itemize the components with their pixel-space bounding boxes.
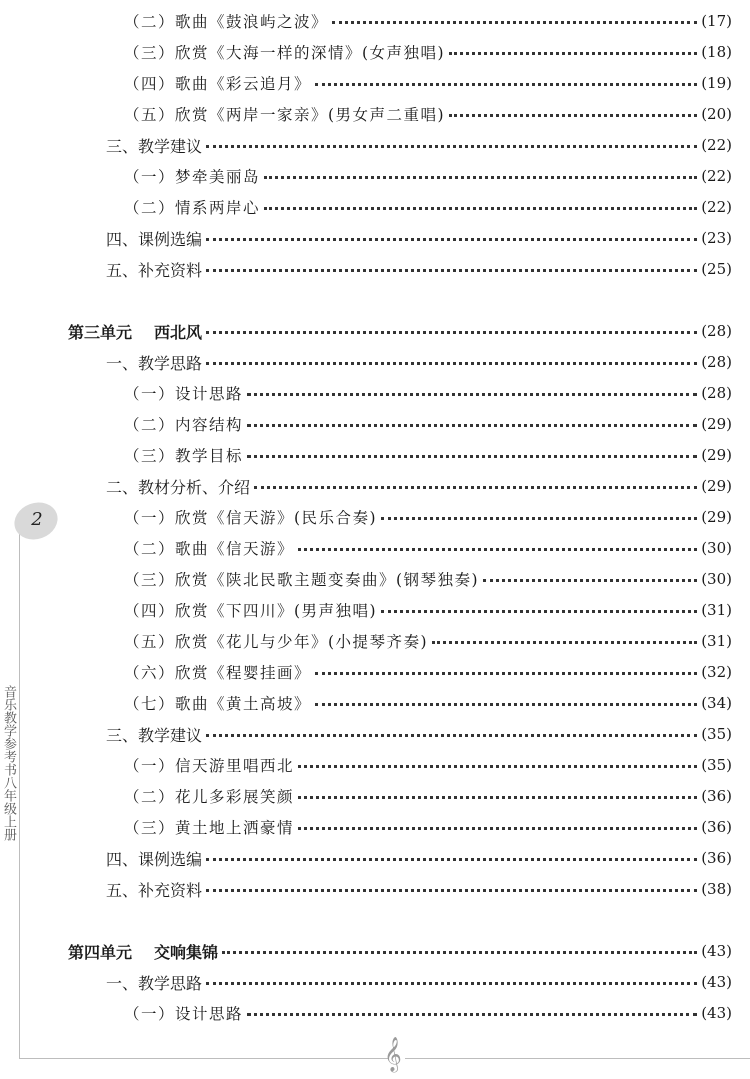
dot-leader (206, 331, 697, 334)
toc-page-number: (19) (701, 74, 732, 92)
toc-entry-title: （一）信天游里唱西北 (124, 757, 295, 775)
toc-entry-title: （三）黄土地上洒豪情 (124, 819, 295, 837)
dot-leader (222, 951, 697, 954)
toc-entry (106, 349, 732, 375)
dot-leader (381, 517, 697, 520)
dot-leader (206, 734, 697, 737)
toc-entry-title: 一、教学思路 (106, 353, 203, 373)
toc-entry-title: 一、教学思路 (106, 973, 203, 993)
toc-entry-title: 五、补充资料 (106, 880, 203, 900)
toc-unit-heading (68, 318, 732, 344)
dot-leader (315, 83, 697, 86)
toc-page-number: (36) (701, 818, 732, 836)
dot-leader (206, 982, 697, 985)
toc-entry (124, 814, 732, 840)
toc-entry-title: （二）花儿多彩展笑颜 (124, 788, 295, 806)
toc-page-number: (35) (701, 725, 732, 743)
toc-page-number: (35) (701, 756, 732, 774)
toc-entry (124, 1000, 732, 1026)
toc-page-number: (43) (701, 1004, 732, 1022)
dot-leader (432, 641, 697, 644)
toc-entry-title: （一）欣赏《信天游》(民乐合奏) (124, 509, 378, 527)
dot-leader (247, 424, 697, 427)
toc-entry (124, 783, 732, 809)
toc-page-number: (22) (701, 136, 732, 154)
toc-page-number: (17) (701, 12, 732, 30)
toc-page-number: (28) (701, 353, 732, 371)
dot-leader (254, 486, 697, 489)
dot-leader (449, 114, 697, 117)
toc-entry (124, 504, 732, 530)
toc-page-number: (43) (701, 942, 732, 960)
toc-entry-title: 四、课例选编 (106, 849, 203, 869)
toc-entry (124, 194, 732, 220)
toc-entry-title: （一）设计思路 (124, 385, 244, 403)
toc-entry (124, 628, 732, 654)
dot-leader (298, 765, 697, 768)
toc-entry (124, 690, 732, 716)
toc-entry-title: （一）设计思路 (124, 1005, 244, 1023)
toc-page-number: (32) (701, 663, 732, 681)
toc-entry-title: （二）歌曲《鼓浪屿之波》 (124, 13, 329, 31)
frame-line-bottom-right (405, 1058, 750, 1059)
toc-entry (124, 39, 732, 65)
dot-leader (206, 889, 697, 892)
toc-entry-title: 三、教学建议 (106, 136, 203, 156)
toc-entry-title: （一）梦牵美丽岛 (124, 168, 261, 186)
toc-page-number: (36) (701, 849, 732, 867)
toc-entry-title: （四）欣赏《下四川》(男声独唱) (124, 602, 378, 620)
toc-page-number: (38) (701, 880, 732, 898)
dot-leader (315, 672, 697, 675)
toc-page-number: (29) (701, 508, 732, 526)
toc-page-number: (29) (701, 446, 732, 464)
toc-entry (106, 132, 732, 158)
toc-page-number: (23) (701, 229, 732, 247)
treble-clef-icon: 𝄞 (384, 1037, 402, 1072)
toc-entry-title: 五、补充资料 (106, 260, 203, 280)
dot-leader (298, 548, 697, 551)
dot-leader (332, 21, 697, 24)
toc-page-number: (30) (701, 539, 732, 557)
dot-leader (264, 176, 697, 179)
toc-entry (124, 70, 732, 96)
toc-entry (106, 256, 732, 282)
toc-entry-title: （二）内容结构 (124, 416, 244, 434)
toc-entry (106, 969, 732, 995)
toc-entry (124, 163, 732, 189)
toc-entry-title: （三）欣赏《陕北民歌主题变奏曲》(钢琴独奏) (124, 571, 480, 589)
toc-entry-title: （六）欣赏《程婴挂画》 (124, 664, 312, 682)
toc-entry-title: 三、教学建议 (106, 725, 203, 745)
toc-entry (124, 442, 732, 468)
dot-leader (264, 207, 697, 210)
dot-leader (206, 145, 697, 148)
side-book-title: 音乐教学参考书八年级上册 (1, 685, 16, 841)
dot-leader (381, 610, 697, 613)
toc-entry (124, 752, 732, 778)
page-number: 2 (31, 509, 43, 530)
toc-entry-title: 第三单元 (68, 322, 133, 342)
toc-page-number: (34) (701, 694, 732, 712)
toc-entry (106, 473, 732, 499)
toc-page-number: (36) (701, 787, 732, 805)
toc-entry-title: （五）欣赏《两岸一家亲》(男女声二重唱) (124, 106, 446, 124)
toc-entry (124, 411, 732, 437)
toc-page-number: (29) (701, 477, 732, 495)
toc-entry (124, 101, 732, 127)
toc-entry (124, 597, 732, 623)
toc-page-number: (31) (701, 632, 732, 650)
frame-line-bottom-left (19, 1058, 389, 1059)
toc-page-number: (18) (701, 43, 732, 61)
toc-entry-title: 第四单元 (68, 942, 133, 962)
toc-page-number: (43) (701, 973, 732, 991)
toc-entry (106, 225, 732, 251)
toc-entry (124, 8, 732, 34)
dot-leader (298, 827, 697, 830)
toc-entry (124, 535, 732, 561)
toc-entry (124, 659, 732, 685)
toc-entry (106, 845, 732, 871)
toc-page-number: (29) (701, 415, 732, 433)
toc-unit-heading (68, 938, 732, 964)
toc-page-number: (28) (701, 322, 732, 340)
toc-page-number: (20) (701, 105, 732, 123)
toc-page-number: (30) (701, 570, 732, 588)
dot-leader (247, 455, 697, 458)
dot-leader (298, 796, 697, 799)
toc-unit-name: 交响集锦 (154, 942, 219, 962)
dot-leader (206, 269, 697, 272)
toc-page-number: (31) (701, 601, 732, 619)
frame-line-vertical (19, 530, 20, 1058)
toc-entry-title: （七）歌曲《黄土高坡》 (124, 695, 312, 713)
toc-entry-title: （三）欣赏《大海一样的深情》(女声独唱) (124, 44, 446, 62)
toc-entry (106, 721, 732, 747)
toc-entry (106, 876, 732, 902)
toc-entry-title: （四）歌曲《彩云追月》 (124, 75, 312, 93)
toc-entry-title: （二）情系两岸心 (124, 199, 261, 217)
toc-page-number: (22) (701, 167, 732, 185)
dot-leader (206, 362, 697, 365)
dot-leader (206, 238, 697, 241)
toc-entry (124, 566, 732, 592)
toc-entry (124, 380, 732, 406)
toc-page-number: (25) (701, 260, 732, 278)
dot-leader (483, 579, 697, 582)
toc-entry-title: （二）歌曲《信天游》 (124, 540, 295, 558)
toc-entry-title: （五）欣赏《花儿与少年》(小提琴齐奏) (124, 633, 429, 651)
toc-page-number: (28) (701, 384, 732, 402)
dot-leader (449, 52, 697, 55)
toc-entry-title: （三）教学目标 (124, 447, 244, 465)
toc-page-number: (22) (701, 198, 732, 216)
toc-entry-title: 二、教材分析、介绍 (106, 477, 251, 497)
dot-leader (315, 703, 697, 706)
toc-unit-name: 西北风 (154, 322, 203, 342)
dot-leader (206, 858, 697, 861)
dot-leader (247, 393, 697, 396)
dot-leader (247, 1013, 697, 1016)
toc-entry-title: 四、课例选编 (106, 229, 203, 249)
